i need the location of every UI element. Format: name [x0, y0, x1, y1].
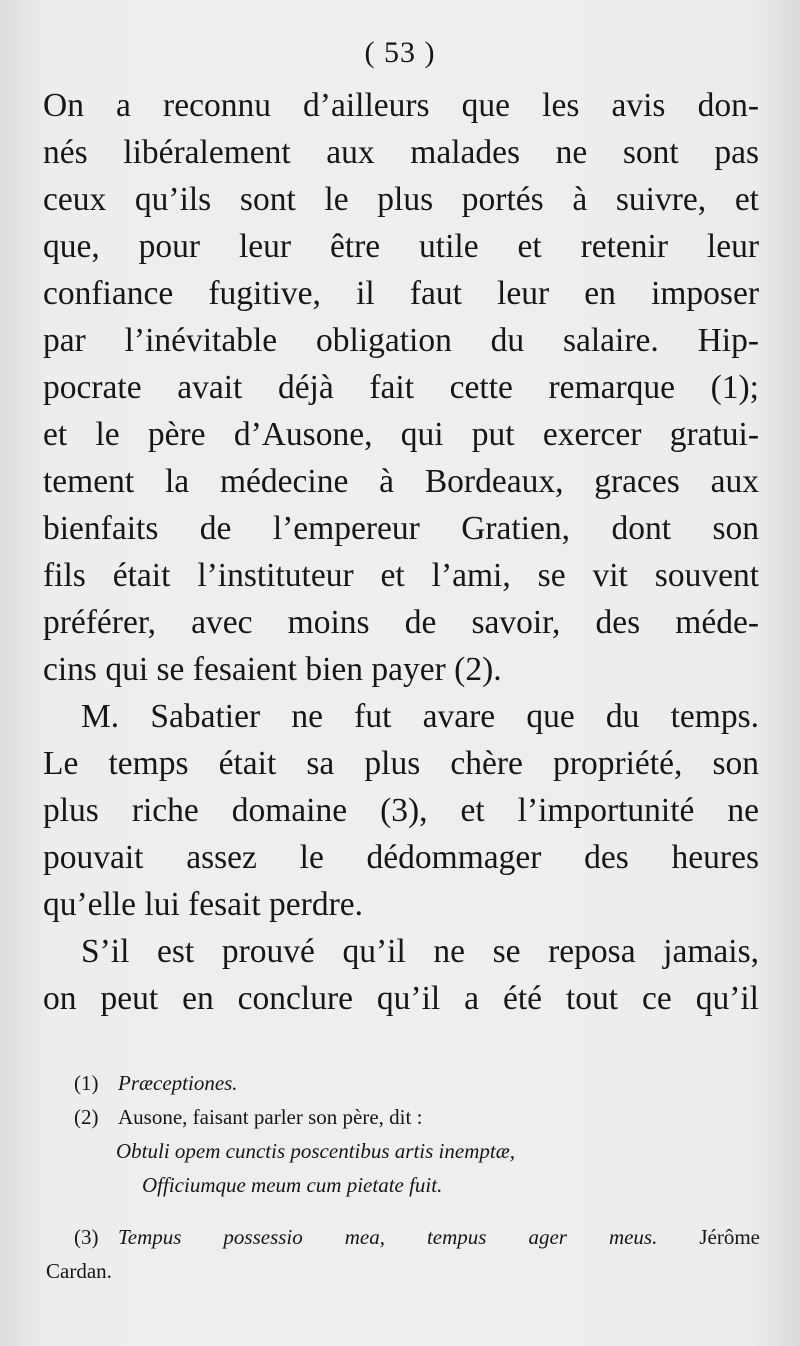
footnote-marker: (1) — [74, 1071, 99, 1095]
footnote-marker: (2) — [74, 1105, 99, 1129]
text-line: pouvait assez le dédommager des heures — [43, 839, 759, 876]
text-line: qu’elle lui fesait perdre. — [43, 886, 363, 923]
footnote-text: Præceptiones. — [118, 1071, 238, 1095]
footnote-author: Jérôme — [699, 1225, 761, 1249]
text-line: par l’inévitable obligation du salaire. Hip- — [43, 322, 759, 359]
text-line: bienfaits de l’empereur Gratien, dont son — [43, 510, 759, 547]
text-line: on peut en conclure qu’il a été tout ce qu’il — [43, 980, 759, 1017]
text-line: pocrate avait déjà fait cette remarque (1); — [43, 369, 759, 406]
footnote-1 — [74, 1066, 760, 1100]
text-line: tement la médecine à Bordeaux, graces aux — [43, 463, 759, 500]
main-text — [43, 82, 759, 1022]
text-line: On a reconnu d’ailleurs que les avis don- — [43, 87, 759, 124]
verse-line: Obtuli opem cunctis poscentibus artis inemptæ, — [116, 1139, 515, 1163]
footnote-text: Ausone, faisant parler son père, dit : — [118, 1105, 423, 1129]
text-line: Le temps était sa plus chère propriété, son — [43, 745, 759, 782]
verse-line: Officiumque meum cum pietate fuit. — [142, 1173, 443, 1197]
text-line: nés libéralement aux malades ne sont pas — [43, 134, 759, 171]
footnote-continuation: Cardan. — [46, 1259, 112, 1283]
text-line: M. Sabatier ne fut avare que du temps. — [81, 698, 759, 735]
text-line: que, pour leur être utile et retenir leur — [43, 228, 759, 265]
text-line: et le père d’Ausone, qui put exercer gratui- — [43, 416, 759, 453]
text-line: plus riche domaine (3), et l’importunité ne — [43, 792, 759, 829]
page-number: ( 53 ) — [364, 36, 436, 69]
text-line: cins qui se fesaient bien payer (2). — [43, 651, 502, 688]
text-line: S’il est prouvé qu’il ne se reposa jamais, — [81, 933, 759, 970]
footnote-3 — [74, 1220, 760, 1254]
text-line: confiance fugitive, il faut leur en imposer — [43, 275, 759, 312]
footnote-marker: (3) — [74, 1225, 99, 1249]
footnote-2 — [74, 1100, 760, 1134]
footnote-text: Tempus possessio mea, tempus ager meus. — [118, 1225, 658, 1249]
text-line: fils était l’instituteur et l’ami, se vit souvent — [43, 557, 759, 594]
footnotes — [46, 1066, 761, 1288]
text-line: ceux qu’ils sont le plus portés à suivre, et — [43, 181, 759, 218]
text-line: préférer, avec moins de savoir, des méde- — [43, 604, 759, 641]
